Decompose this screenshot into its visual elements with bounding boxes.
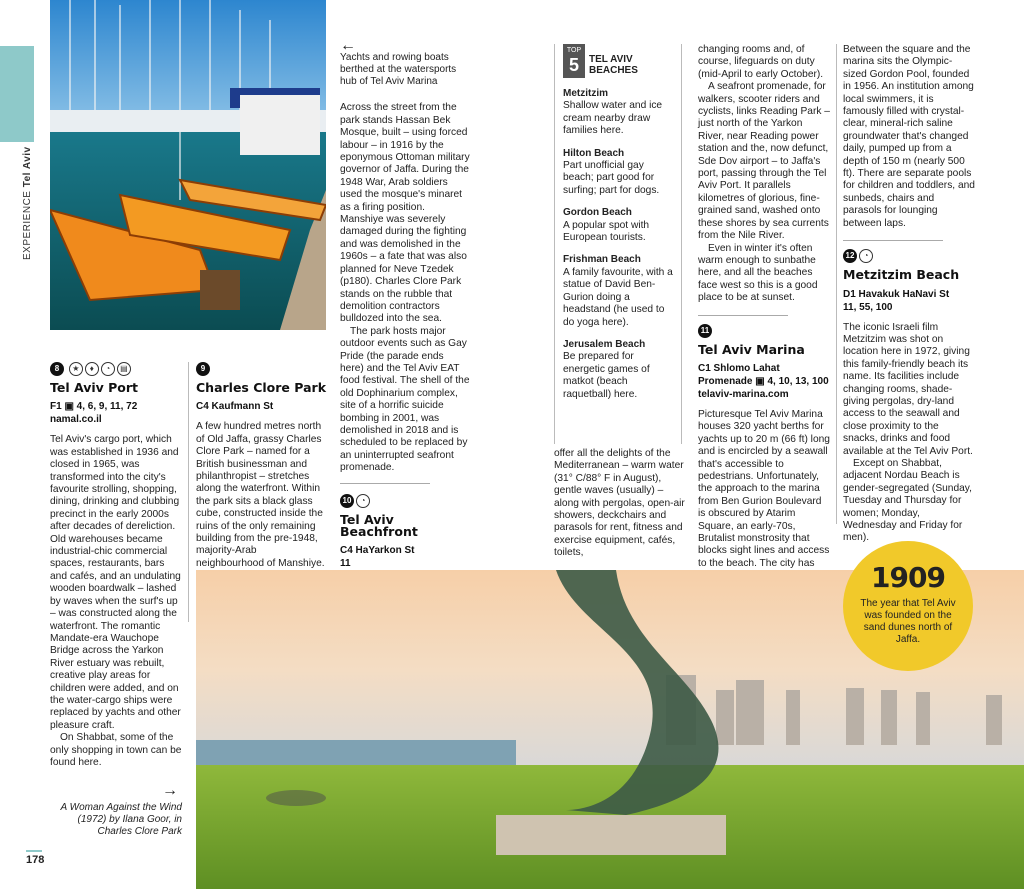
port-website[interactable]: namal.co.il	[50, 414, 102, 426]
top-photo-caption: Yachts and rowing boats berthed at the watersports hub of Tel Aviv Marina	[340, 52, 457, 88]
bottom-photo-caption: A Woman Against the Wind (1972) by Ilana Goor, in Charles Clore Park	[60, 802, 182, 837]
port-section: 8 ★ ♦ ◔ ▤ Tel Aviv Port F1 ▣ 4, 6, 9, 11, 72 namal.co.il Tel Aviv's cargo port, which was established in 1936 and closed in 1965, was transformed into the city's favourite strolling, shopping, dining, drinking and clubbing precinct in the early 2000s after decades of dereliction. Old warehouses became industrial-chic commercial spaces, restaurants, bars and cafés, and an undulating wooden boardwalk – lashed by waves when the surf's up – was constructed along the waterfront. The romantic Mandate-era Wauchope Bridge across the Yarkon River estuary was rebuilt, creative play areas for children were added, and on the water-cargo ships were replaced by yachts and other pleasure craft. On Shabbat, some of the only shopping in town can be found here.	[50, 364, 182, 768]
cafe-icon: ◔	[356, 494, 370, 508]
fact-circle	[843, 541, 973, 671]
cafe-icon: ◔	[101, 362, 115, 376]
pool-section: Between the square and the marina sits the Olympic-sized Gordon Pool, founded in 1956. An institution among local swimmers, it is famously filled with crystal-clear, mineral-rich saline groundwater that's changed daily, pumped up from a depth of 150 m (nearly 500 ft). There are separate pools for children and toddlers, and sunbeds, chairs and parasols for lounging between laps. 12 ◔ Metzitzim Beach D1 Havakuk HaNavi St 11, 55, 100 The iconic Israeli film Metzitzim was shot on location here in 1972, giving this family-friendly beach its name. Its facilities include changing rooms, shade-giving pergolas, dry-land access to the seawall and close proximity to the snacks, drinks and food available at the Tel Aviv Port. Except on Shabbat, adjacent Nordau Beach is gender-segregated (Sunday, Tuesday and Thursday for women; Monday, Wednesday and Friday for men).	[843, 44, 975, 544]
column-divider	[188, 362, 189, 622]
fact-year: 1909	[871, 561, 945, 594]
marina-title: Tel Aviv Marina	[698, 341, 805, 357]
bag-icon: ▤	[117, 362, 131, 376]
top5-item: Hilton Beach Part unofficial gay beach; part good for surfing; part for dogs.	[563, 147, 660, 196]
top5-item: Jerusalem Beach Be prepared for energetic games of matkot (beach raquetball) here.	[563, 338, 650, 400]
metzitzim-title: Metzitzim Beach	[843, 267, 960, 283]
top5-title: TEL AVIV BEACHES	[589, 54, 638, 76]
marina-boats-photo	[50, 0, 326, 330]
port-meta: F1 ▣ 4, 6, 9, 11, 72 namal.co.il	[50, 401, 138, 426]
boats-illustration	[50, 0, 326, 330]
section-rule	[340, 483, 430, 484]
arrow-left-icon: ←	[340, 37, 356, 54]
page-number: 178	[26, 854, 45, 866]
drinks-icon: ♦	[85, 362, 99, 376]
top5-item: Metzitzim Shallow water and ice cream nearby draw families here.	[563, 88, 663, 137]
metzitzim-meta: D1 Havakuk HaNavi St 11, 55, 100	[843, 288, 950, 313]
shopping-icon: ★	[69, 362, 83, 376]
top5-item: Frishman Beach A family favourite, with a statue of David Ben-Gurion doing a headstand (he used to do yoga here).	[563, 254, 673, 328]
section-number: 12	[843, 249, 857, 263]
page-number-rule	[26, 850, 42, 852]
clore-meta: C4 Kaufmann St	[196, 401, 274, 413]
fact-text: The year that Tel Aviv was founded on the sand dunes north of Jaffa.	[860, 598, 956, 645]
cafe-icon: ◔	[859, 249, 873, 263]
section-rule	[698, 315, 788, 316]
port-title: Tel Aviv Port	[50, 380, 139, 395]
section-number: 10	[340, 494, 354, 508]
marina-meta: C1 Shlomo Lahat Promenade ▣ 4, 10, 13, 100 telaviv-marina.com	[698, 362, 829, 400]
beachfront-title: Tel Aviv Beachfront	[340, 511, 418, 539]
beachfront-continued: offer all the delights of the Mediterranean – warm water (31° C/88° F in August), gentle waves (usually) – along with pergolas, open-air showers, deckchairs and parasols for rent, fitness and exercise equipment, cafés, toilets,	[554, 448, 685, 559]
clore-continued: ← Yachts and rowing boats berthed at the watersports hub of Tel Aviv Marina Across the street from the park stands Hassan Bek Mosque, built – using forced labour – in 1916 by the eponymous Ottoman military governor of Jaffa. During the 1948 War, Arab soldiers used the mosque's minaret as a firing position. Manshiye was severely damaged during the fighting and was demolished in the 1960s – a fate that was also planned for Neve Tzedek (p180). Charles Clore Park stands on the rubble that demolition contractors bulldozed into the sea. The park hosts major outdoor events such as Gay Pride (the parade ends here) and the Tel Aviv EAT food festival. The shell of the old Dophinarium complex, site of a horrific suicide bombing in 2001, was demolished in 2018 and is scheduled to be replaced by an uninterrupted seafront promenade. 10 ◔ Tel Aviv Beachfront C4 HaYarkon St 11	[340, 37, 470, 570]
top5-box	[554, 44, 682, 444]
section-label: EXPERIENCE Tel Aviv	[22, 146, 33, 260]
column-divider	[836, 44, 837, 524]
section-rule	[843, 240, 943, 241]
arrow-right-icon: →	[162, 782, 178, 799]
beachfront-meta: C4 HaYarkon St 11	[340, 545, 415, 570]
top5-item: Gordon Beach A popular spot with European tourists.	[563, 207, 650, 244]
clore-section: 9 Charles Clore Park C4 Kaufmann St A few hundred metres north of Old Jaffa, grassy Charles Clore Park – named for a British businessman and philanthropist – stretches along the waterfront. Within the park sits a black glass cube, constructed inside the ruins of the only remaining building from the pre-1948, majority-Arab neighbourhood of Manshiye.	[196, 364, 327, 569]
section-number: 8	[50, 362, 64, 376]
section-number: 11	[698, 324, 712, 338]
section-number: 9	[196, 362, 210, 376]
clore-title: Charles Clore Park	[196, 380, 327, 395]
beachfront-continued-2: changing rooms and, of course, lifeguards on duty (mid-April to early October). A seafront promenade, for walkers, scooter riders and cyclists, links Reading Park – just north of the Yarkon River, near Reading power station and the, now defunct, Sde Dov airport – to Jaffa's port, passing through the Tel Aviv Port. It parallels kilometres of glorious, fine-grained sand, washed onto these shores by sea currents from the Nile River. Even in winter it's often warm enough to sunbathe here, and all the beaches face west so this is a good place to be at sunset. 11 Tel Aviv Marina C1 Shlomo Lahat Promenade ▣ 4, 10, 13, 100 telaviv-marina.com Picturesque Tel Aviv Marina houses 320 yacht berths for yachts up to 20 m (66 ft) long and is encircled by a seawall that's accessible to pedestrians. Unfortunately, the approach to the marina from Ben Gurion Boulevard is obscured by Atarim Square, an early-70s, Brutalist monstrosity that blocks sight lines and access to the beach. The city has	[698, 44, 830, 569]
top5-badge: TOP 5	[563, 44, 585, 78]
